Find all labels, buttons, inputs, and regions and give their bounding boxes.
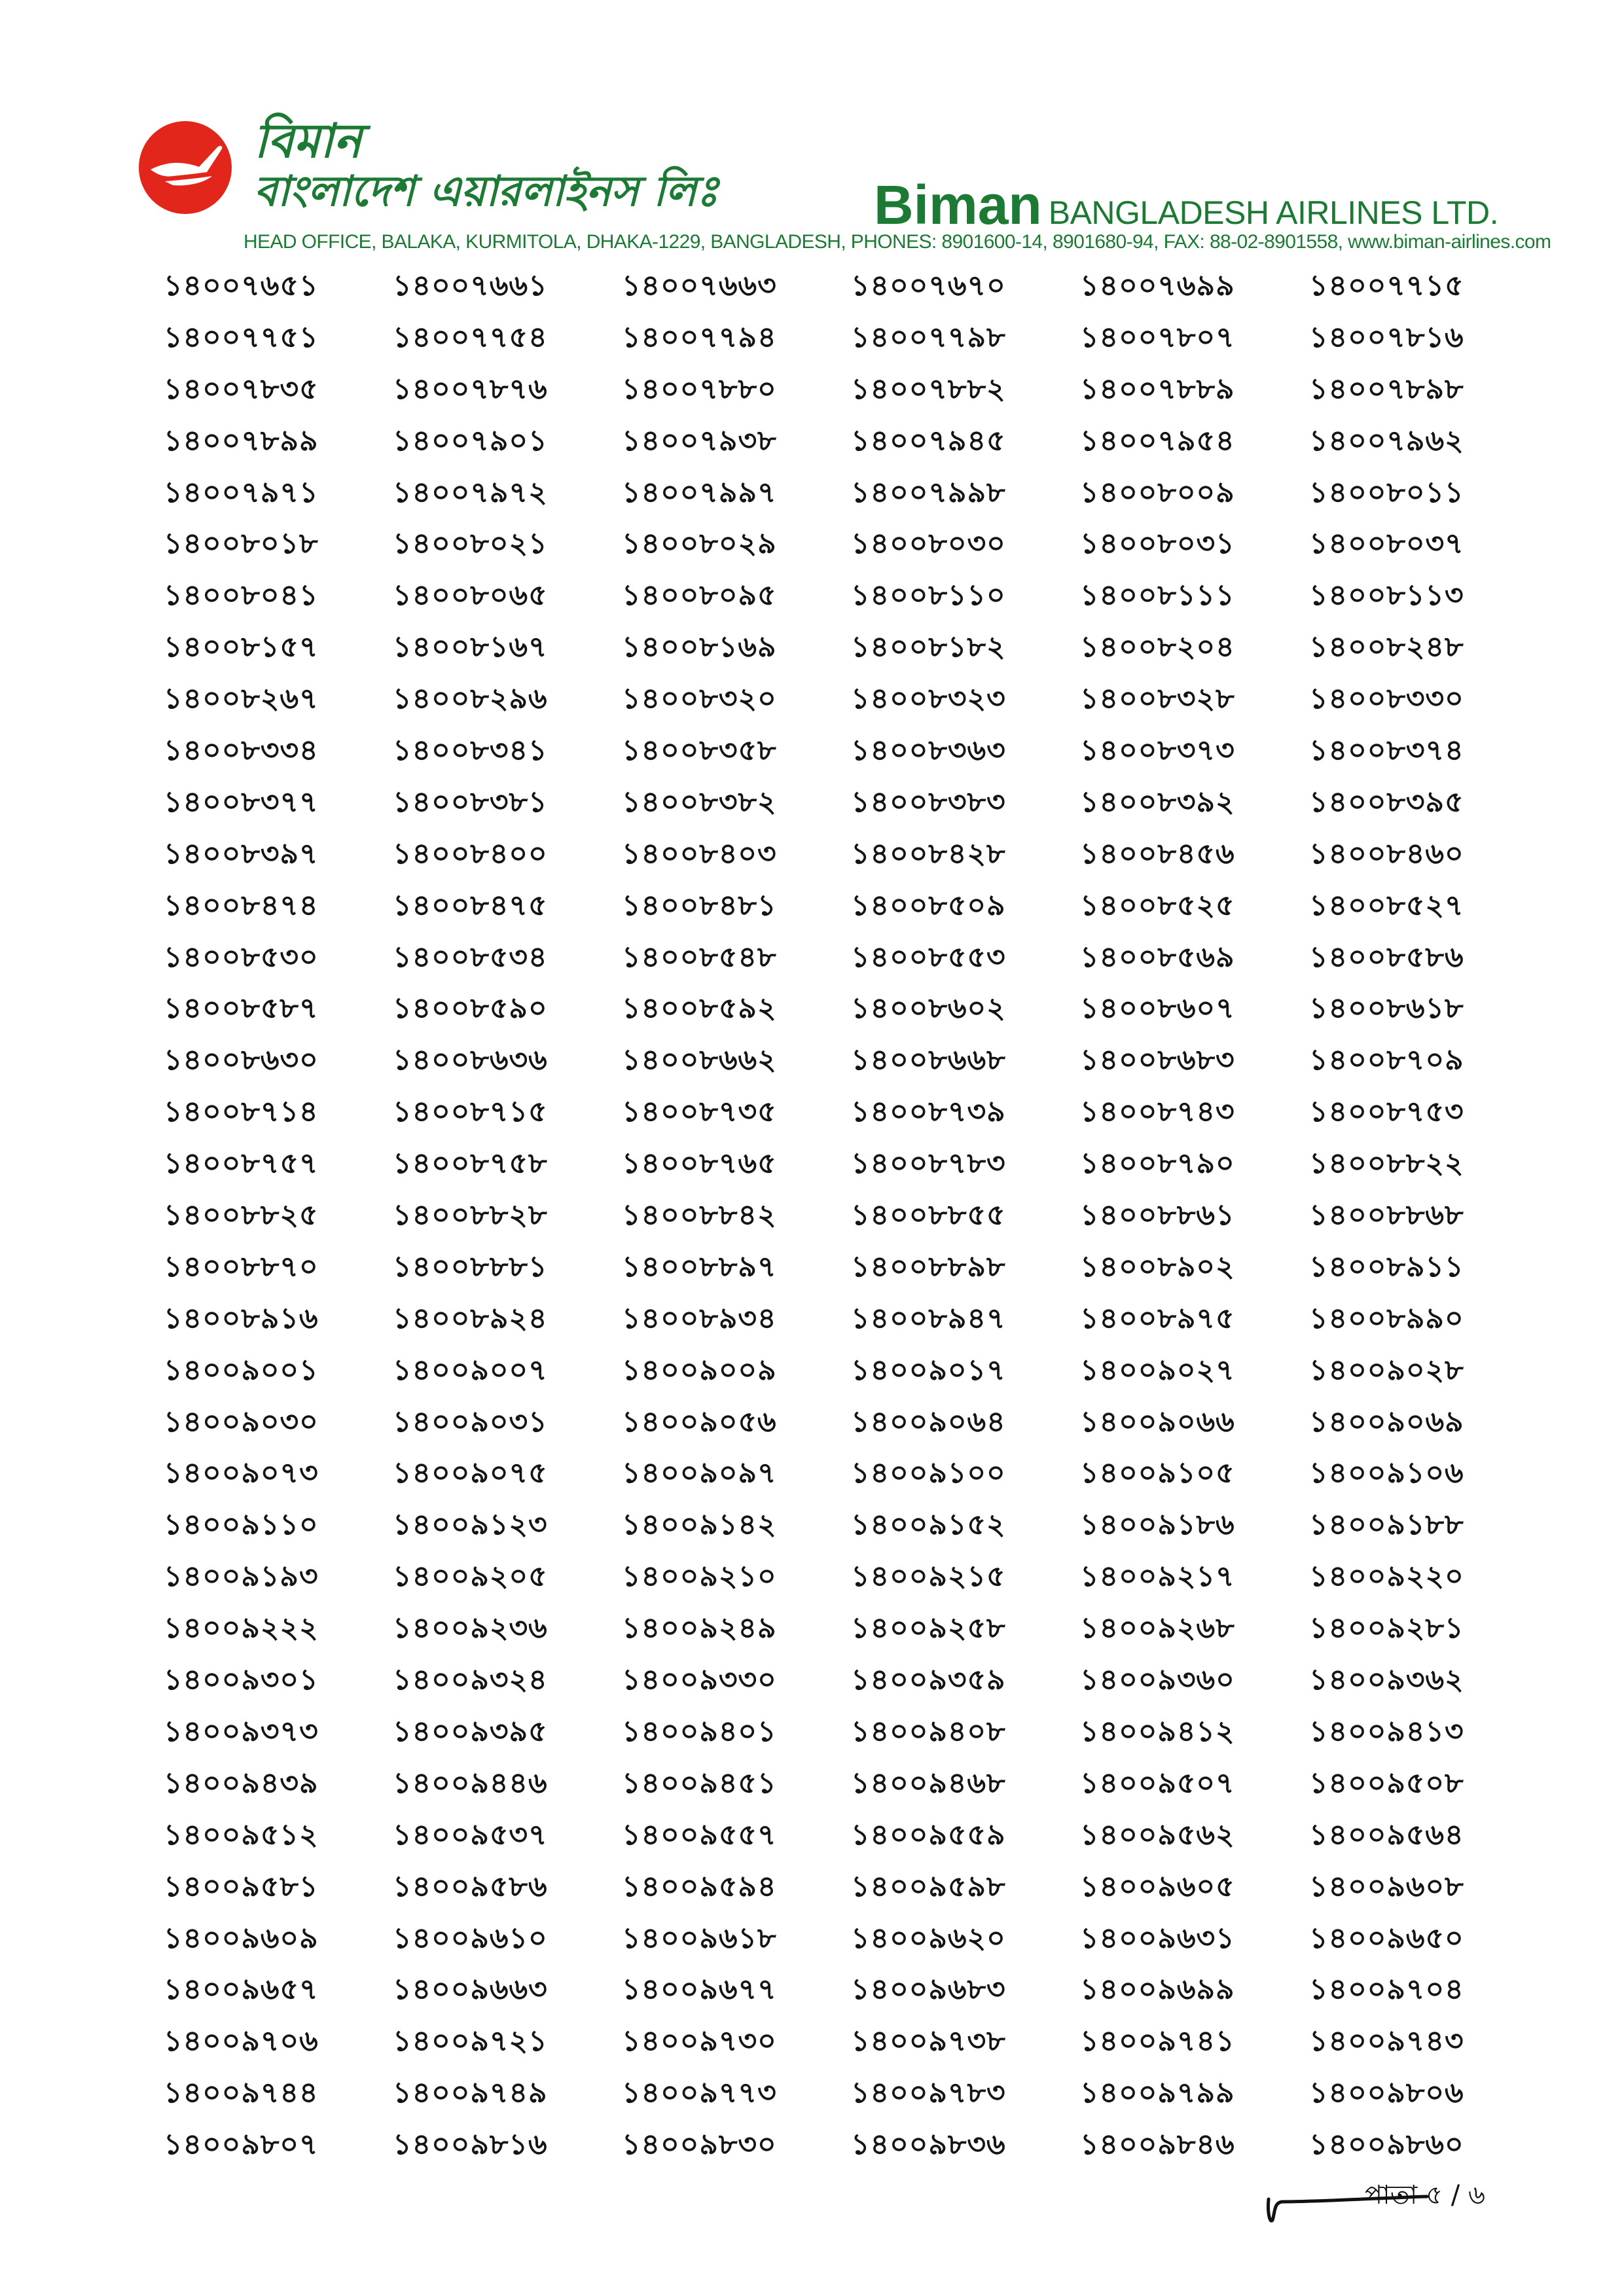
- number-cell: ১৪০০৯৫০৮: [1309, 1766, 1464, 1800]
- number-cell: ১৪০০৯৫১২: [164, 1818, 319, 1852]
- number-cell: ১৪০০৯৭৩৮: [851, 2024, 1006, 2058]
- number-cell: ১৪০০৯৮০৬: [1309, 2076, 1464, 2110]
- number-cell: ১৪০০৯০৭৩: [164, 1456, 319, 1490]
- number-cell: ১৪০০৭৮৮২: [851, 372, 1006, 406]
- number-cell: ১৪০০৯২৩৬: [393, 1611, 548, 1645]
- number-cell: ১৪০০৮৪৫৬: [1080, 836, 1235, 870]
- number-cell: ১৪০০৭৭৫১: [164, 320, 319, 354]
- number-cell: ১৪০০৭৯৭১: [164, 475, 319, 509]
- number-cell: ১৪০০৯০৬৪: [851, 1405, 1006, 1439]
- number-cell: ১৪০০৮৩৬৩: [851, 734, 1006, 768]
- number-cell: ১৪০০৯৪৬৮: [851, 1766, 1006, 1800]
- number-cell: ১৪০০৮৬৩০: [164, 1043, 319, 1077]
- number-cell: ১৪০০৯৫৯৪: [622, 1869, 777, 1903]
- number-cell: ১৪০০৯২৪৯: [622, 1611, 777, 1645]
- number-cell: ১৪০০৮৭০৯: [1309, 1043, 1464, 1077]
- number-cell: ১৪০০৯৭০৪: [1309, 1973, 1464, 2007]
- number-cell: ১৪০০৯৬১০: [393, 1921, 548, 1955]
- number-cell: ১৪০০৯৫৮১: [164, 1869, 319, 1903]
- number-cell: ১৪০০৯১২৩: [393, 1508, 548, 1542]
- number-cell: ১৪০০৮৬৬২: [622, 1043, 777, 1077]
- number-cell: ১৪০০৭৮৮৯: [1080, 372, 1235, 406]
- number-cell: ১৪০০৮৩৯৫: [1309, 785, 1464, 819]
- number-cell: ১৪০০৯৩৭৩: [164, 1714, 319, 1748]
- number-cell: ১৪০০৯৪৫১: [622, 1766, 777, 1800]
- number-cell: ১৪০০৯১৮৬: [1080, 1508, 1235, 1542]
- number-cell: ১৪০০৯৮৪৬: [1080, 2128, 1235, 2162]
- number-cell: ১৪০০৮৪০০: [393, 836, 548, 870]
- number-cell: ১৪০০৮৯৩৪: [622, 1301, 777, 1335]
- number-cell: ১৪০০৭৮৯৯: [164, 423, 319, 457]
- number-cell: ১৪০০৯৭৩০: [622, 2024, 777, 2058]
- number-cell: ১৪০০৮৭৮৩: [851, 1147, 1006, 1181]
- number-cell: ১৪০০৮০২৯: [622, 527, 777, 561]
- number-cell: ১৪০০৯৫৬২: [1080, 1818, 1235, 1852]
- number-cell: ১৪০০৮৭৫৩: [1309, 1095, 1464, 1129]
- number-cell: ১৪০০৯১৫২: [851, 1508, 1006, 1542]
- number-cell: ১৪০০৯৬৫৭: [164, 1973, 319, 2007]
- number-cell: ১৪০০৯২১৭: [1080, 1560, 1235, 1594]
- number-cell: ১৪০০৮৮৬৮: [1309, 1198, 1464, 1232]
- number-cell: ১৪০০৯১১০: [164, 1508, 319, 1542]
- number-cell: ১৪০০৮৯৯০: [1309, 1301, 1464, 1335]
- number-cell: ১৪০০৮২৬৭: [164, 682, 319, 716]
- number-cell: ১৪০০৮১৬৯: [622, 630, 777, 664]
- number-cell: ১৪০০৯৩৩০: [622, 1663, 777, 1697]
- number-cell: ১৪০০৯৩২৪: [393, 1663, 548, 1697]
- bangla-brand-name: বিমান: [254, 113, 362, 168]
- number-cell: ১৪০০৯০০১: [164, 1353, 319, 1387]
- number-cell: ১৪০০৯০২৭: [1080, 1353, 1235, 1387]
- number-cell: ১৪০০৭৯৪৫: [851, 423, 1006, 457]
- number-cell: ১৪০০৮০৬৫: [393, 579, 548, 613]
- number-cell: ১৪০০৮২৪৮: [1309, 630, 1464, 664]
- number-cell: ১৪০০৮৬৬৮: [851, 1043, 1006, 1077]
- number-cell: ১৪০০৯৮১৬: [393, 2128, 548, 2162]
- number-cell: ১৪০০৯০৭৫: [393, 1456, 548, 1490]
- number-cell: ১৪০০৯৬৩১: [1080, 1921, 1235, 1955]
- number-cell: ১৪০০৯৭২১: [393, 2024, 548, 2058]
- number-cell: ১৪০০৮৯২৪: [393, 1301, 548, 1335]
- number-cell: ১৪০০৮১৫৭: [164, 630, 319, 664]
- number-cell: ১৪০০৯০৩০: [164, 1405, 319, 1439]
- number-cell: ১৪০০৭৭৫৪: [393, 320, 548, 354]
- number-cell: ১৪০০৭৭৯৮: [851, 320, 1006, 354]
- number-cell: ১৪০০৯৪১২: [1080, 1714, 1235, 1748]
- english-brand-name: Biman: [874, 174, 1042, 236]
- number-cell: ১৪০০৯৬০৮: [1309, 1869, 1464, 1903]
- number-cell: ১৪০০৮৫৯০: [393, 992, 548, 1026]
- number-cell: ১৪০০৮৫২৭: [1309, 888, 1464, 922]
- number-cell: ১৪০০৮৫২৫: [1080, 888, 1235, 922]
- number-cell: ১৪০০৯০২৮: [1309, 1353, 1464, 1387]
- number-cell: ১৪০০৭৮৩৫: [164, 372, 319, 406]
- number-cell: ১৪০০৯৮৩৬: [851, 2128, 1006, 2162]
- english-company-name: [874, 173, 1498, 237]
- number-cell: ১৪০০৮৬৮৩: [1080, 1043, 1235, 1077]
- head-office-address: HEAD OFFICE, BALAKA, KURMITOLA, DHAKA-1229, BANGLADESH, PHONES: 8901600-14, 8901680-94, FAX: 88-02-8901558, www.biman-airlines.com: [244, 231, 1551, 253]
- number-cell: ১৪০০৭৯৭২: [393, 475, 548, 509]
- number-cell: ১৪০০৯০৫৬: [622, 1405, 777, 1439]
- number-cell: ১৪০০৯৫৩৭: [393, 1818, 548, 1852]
- number-cell: ১৪০০৮৮২৫: [164, 1198, 319, 1232]
- number-cell: ১৪০০৮৩৮২: [622, 785, 777, 819]
- number-cell: ১৪০০৮৪৭৫: [393, 888, 548, 922]
- number-cell: ১৪০০৯৬০৫: [1080, 1869, 1235, 1903]
- number-cell: ১৪০০৮৮৯৭: [622, 1249, 777, 1283]
- number-cell: ১৪০০৮৭৩৫: [622, 1095, 777, 1129]
- number-cell: ১৪০০৮৫৯২: [622, 992, 777, 1026]
- number-cell: ১৪০০৮৩৩০: [1309, 682, 1464, 716]
- number-cell: ১৪০০৮৯৪৭: [851, 1301, 1006, 1335]
- number-cell: ১৪০০৮৩৯২: [1080, 785, 1235, 819]
- number-cell: ১৪০০৯৫০৭: [1080, 1766, 1235, 1800]
- number-cell: ১৪০০৮৭৪৩: [1080, 1095, 1235, 1129]
- number-cell: ১৪০০৭৬৯৯: [1080, 269, 1235, 302]
- number-cell: ১৪০০৯৭৯৯: [1080, 2076, 1235, 2110]
- number-cell: ১৪০০৯২৬৮: [1080, 1611, 1235, 1645]
- number-cell: ১৪০০৮৩২০: [622, 682, 777, 716]
- bangla-company-name: বাংলাদেশ এয়ারলাইনস লিঃ: [254, 168, 719, 216]
- number-cell: ১৪০০৮১১০: [851, 579, 1006, 613]
- number-cell: ১৪০০৭৬৭০: [851, 269, 1006, 302]
- number-cell: ১৪০০৭৯৩৮: [622, 423, 777, 457]
- number-cell: ১৪০০৯৪৪৬: [393, 1766, 548, 1800]
- number-cell: ১৪০০৮৪৬০: [1309, 836, 1464, 870]
- number-cell: ১৪০০৭৭১৫: [1309, 269, 1464, 302]
- number-cell: ১৪০০৯৪৩৯: [164, 1766, 319, 1800]
- number-cell: ১৪০০৮৩৭৪: [1309, 734, 1464, 768]
- number-cell: ১৪০০৭৯৬২: [1309, 423, 1464, 457]
- number-cell: ১৪০০৮০৩৭: [1309, 527, 1464, 561]
- number-cell: ১৪০০৭৮০৭: [1080, 320, 1235, 354]
- number-cell: ১৪০০৯০৯৭: [622, 1456, 777, 1490]
- number-cell: ১৪০০৯১৯৩: [164, 1560, 319, 1594]
- number-cell: ১৪০০৭৬৬১: [393, 269, 548, 302]
- number-cell: ১৪০০৯২৮১: [1309, 1611, 1464, 1645]
- number-cell: ১৪০০৯৭৪১: [1080, 2024, 1235, 2058]
- number-cell: ১৪০০৮৯১৬: [164, 1301, 319, 1335]
- number-cell: ১৪০০৮২৯৬: [393, 682, 548, 716]
- number-cell: ১৪০০৭৮৯৮: [1309, 372, 1464, 406]
- number-cell: ১৪০০৯৬৫০: [1309, 1921, 1464, 1955]
- number-cell: ১৪০০৮৫৮৬: [1309, 940, 1464, 974]
- number-cell: ১৪০০৮১১১: [1080, 579, 1235, 613]
- number-cell: ১৪০০৮৩২৮: [1080, 682, 1235, 716]
- number-cell: ১৪০০৯৭০৬: [164, 2024, 319, 2058]
- number-cell: ১৪০০৮৩৮৩: [851, 785, 1006, 819]
- biman-bird-logo-icon: [139, 121, 232, 214]
- number-cell: ১৪০০৯৬৭৭: [622, 1973, 777, 2007]
- number-cell: ১৪০০৮৯০২: [1080, 1249, 1235, 1283]
- number-cell: ১৪০০৯০০৭: [393, 1353, 548, 1387]
- page-number: পাতা ৫ / ৬: [1365, 2180, 1485, 2210]
- number-cell: ১৪০০৯৩৬০: [1080, 1663, 1235, 1697]
- number-cell: ১৪০০৮৮৫৫: [851, 1198, 1006, 1232]
- number-cell: ১৪০০৯০৬৯: [1309, 1405, 1464, 1439]
- number-cell: ১৪০০৮৫৫৩: [851, 940, 1006, 974]
- letterhead: [131, 113, 1551, 278]
- number-cell: ১৪০০৯০৬৬: [1080, 1405, 1235, 1439]
- number-cell: ১৪০০৮৭১৪: [164, 1095, 319, 1129]
- number-cell: ১৪০০৯৩০১: [164, 1663, 319, 1697]
- number-cell: ১৪০০৯৬৯৯: [1080, 1973, 1235, 2007]
- number-cell: ১৪০০৯২৫৮: [851, 1611, 1006, 1645]
- number-cell: ১৪০০৭৭৯৪: [622, 320, 777, 354]
- number-cell: ১৪০০৭৮৮০: [622, 372, 777, 406]
- number-cell: ১৪০০৮৩৪১: [393, 734, 548, 768]
- number-cell: ১৪০০৮০১৮: [164, 527, 319, 561]
- number-cell: ১৪০০৯১০৬: [1309, 1456, 1464, 1490]
- number-cell: ১৪০০৮১৮২: [851, 630, 1006, 664]
- number-cell: ১৪০০৯৫৫৭: [622, 1818, 777, 1852]
- number-cell: ১৪০০৯৭৭৩: [622, 2076, 777, 2110]
- number-cell: ১৪০০৯৪০১: [622, 1714, 777, 1748]
- number-cell: ১৪০০৭৮৭৬: [393, 372, 548, 406]
- number-cell: ১৪০০৮৬০৭: [1080, 992, 1235, 1026]
- number-cell: ১৪০০৮৯৭৫: [1080, 1301, 1235, 1335]
- number-cell: ১৪০০৮০৪১: [164, 579, 319, 613]
- number-cell: ১৪০০৭৬৬৩: [622, 269, 777, 302]
- number-cell: ১৪০০৯৮৬০: [1309, 2128, 1464, 2162]
- number-cell: ১৪০০৮৮৯৮: [851, 1249, 1006, 1283]
- number-cell: ১৪০০৯৫৯৮: [851, 1869, 1006, 1903]
- number-cell: ১৪০০৮৭৫৭: [164, 1147, 319, 1181]
- number-cell: ১৪০০৯৬৬৩: [393, 1973, 548, 2007]
- number-cell: ১৪০০৮৩২৩: [851, 682, 1006, 716]
- number-cell: ১৪০০৯৫৬৪: [1309, 1818, 1464, 1852]
- number-cell: ১৪০০৭৯৯৭: [622, 475, 777, 509]
- number-cell: ১৪০০৯৪০৮: [851, 1714, 1006, 1748]
- number-cell: ১৪০০৯৩৫৯: [851, 1663, 1006, 1697]
- number-cell: ১৪০০৮৪২৮: [851, 836, 1006, 870]
- number-cell: ১৪০০৯৬১৮: [622, 1921, 777, 1955]
- number-cell: ১৪০০৮০৩১: [1080, 527, 1235, 561]
- number-cell: ১৪০০৮৭৩৯: [851, 1095, 1006, 1129]
- number-cell: ১৪০০৮০০৯: [1080, 475, 1235, 509]
- number-cell: ১৪০০৮৩৫৮: [622, 734, 777, 768]
- number-cell: ১৪০০৮৪৮১: [622, 888, 777, 922]
- number-cell: ১৪০০৯২১৫: [851, 1560, 1006, 1594]
- number-cell: ১৪০০৯০১৭: [851, 1353, 1006, 1387]
- number-cell: ১৪০০৯৫৮৬: [393, 1869, 548, 1903]
- number-cell: ১৪০০৯৭৪৯: [393, 2076, 548, 2110]
- number-cell: ১৪০০৮৩৭৩: [1080, 734, 1235, 768]
- number-cell: ১৪০০৮১৬৭: [393, 630, 548, 664]
- number-cell: ১৪০০৮৭৫৮: [393, 1147, 548, 1181]
- number-cell: ১৪০০৯০৩১: [393, 1405, 548, 1439]
- number-cell: ১৪০০৯০০৯: [622, 1353, 777, 1387]
- number-cell: ১৪০০৮৫০৯: [851, 888, 1006, 922]
- number-cell: ১৪০০৮৯১১: [1309, 1249, 1464, 1283]
- number-cell: ১৪০০৮৫৮৭: [164, 992, 319, 1026]
- number-cell: ১৪০০৮০২১: [393, 527, 548, 561]
- number-cell: ১৪০০৭৮১৬: [1309, 320, 1464, 354]
- number-cell: ১৪০০৮০৩০: [851, 527, 1006, 561]
- number-cell: ১৪০০৯৪১৩: [1309, 1714, 1464, 1748]
- number-cell: ১৪০০৮৮৪২: [622, 1198, 777, 1232]
- number-cell: ১৪০০৮৩৭৭: [164, 785, 319, 819]
- number-cell: ১৪০০৮৬১৮: [1309, 992, 1464, 1026]
- number-cell: ১৪০০৮১১৩: [1309, 579, 1464, 613]
- number-cell: ১৪০০৯৬২০: [851, 1921, 1006, 1955]
- number-cell: ১৪০০৮৬০২: [851, 992, 1006, 1026]
- number-cell: ১৪০০৮৫৩৪: [393, 940, 548, 974]
- number-cell: ১৪০০৮০৯৫: [622, 579, 777, 613]
- number-cell: ১৪০০৮৮৭০: [164, 1249, 319, 1283]
- number-cell: ১৪০০৯২০৫: [393, 1560, 548, 1594]
- number-cell: ১৪০০৯৮০৭: [164, 2128, 319, 2162]
- number-cell: ১৪০০৯১০০: [851, 1456, 1006, 1490]
- number-cell: ১৪০০৯৭৪৩: [1309, 2024, 1464, 2058]
- number-cell: ১৪০০৭৯০১: [393, 423, 548, 457]
- number-cell: ১৪০০৮৮২৮: [393, 1198, 548, 1232]
- number-cell: ১৪০০৮৭৬৫: [622, 1147, 777, 1181]
- number-cell: ১৪০০৯৭৪৪: [164, 2076, 319, 2110]
- number-list: [164, 260, 1525, 2171]
- number-cell: ১৪০০৮০১১: [1309, 475, 1464, 509]
- number-cell: ১৪০০৮৬৩৬: [393, 1043, 548, 1077]
- number-cell: ১৪০০৯১৪২: [622, 1508, 777, 1542]
- number-cell: ১৪০০৯৫৫৯: [851, 1818, 1006, 1852]
- number-cell: ১৪০০৯২২২: [164, 1611, 319, 1645]
- number-cell: ১৪০০৯৬৮৩: [851, 1973, 1006, 2007]
- number-cell: ১৪০০৮৫৬৯: [1080, 940, 1235, 974]
- english-company-suffix: BANGLADESH AIRLINES LTD.: [1048, 194, 1499, 231]
- number-cell: ১৪০০৭৬৫১: [164, 269, 319, 302]
- number-cell: ১৪০০৯২২০: [1309, 1560, 1464, 1594]
- number-cell: ১৪০০৯৭৮৩: [851, 2076, 1006, 2110]
- number-cell: ১৪০০৯৮৩০: [622, 2128, 777, 2162]
- number-cell: ১৪০০৮৩৩৪: [164, 734, 319, 768]
- number-cell: ১৪০০৮২০৪: [1080, 630, 1235, 664]
- number-cell: ১৪০০৮৭১৫: [393, 1095, 548, 1129]
- number-cell: ১৪০০৯৩৯৫: [393, 1714, 548, 1748]
- number-cell: ১৪০০৯২১০: [622, 1560, 777, 1594]
- number-cell: ১৪০০৮৮৮১: [393, 1249, 548, 1283]
- number-cell: ১৪০০৭৯৯৮: [851, 475, 1006, 509]
- number-cell: ১৪০০৮৩৮১: [393, 785, 548, 819]
- number-cell: ১৪০০৯১৮৮: [1309, 1508, 1464, 1542]
- number-cell: ১৪০০৮৪৭৪: [164, 888, 319, 922]
- number-cell: ১৪০০৮৫৩০: [164, 940, 319, 974]
- number-cell: ১৪০০৮৮২২: [1309, 1147, 1464, 1181]
- number-cell: ১৪০০৮৩৯৭: [164, 836, 319, 870]
- number-cell: ১৪০০৭৯৫৪: [1080, 423, 1235, 457]
- number-cell: ১৪০০৮৮৬১: [1080, 1198, 1235, 1232]
- number-cell: ১৪০০৯১০৫: [1080, 1456, 1235, 1490]
- number-cell: ১৪০০৮৭৯০: [1080, 1147, 1235, 1181]
- number-cell: ১৪০০৮৫৪৮: [622, 940, 777, 974]
- number-cell: ১৪০০৯৬০৯: [164, 1921, 319, 1955]
- number-cell: ১৪০০৯৩৬২: [1309, 1663, 1464, 1697]
- number-cell: ১৪০০৮৪০৩: [622, 836, 777, 870]
